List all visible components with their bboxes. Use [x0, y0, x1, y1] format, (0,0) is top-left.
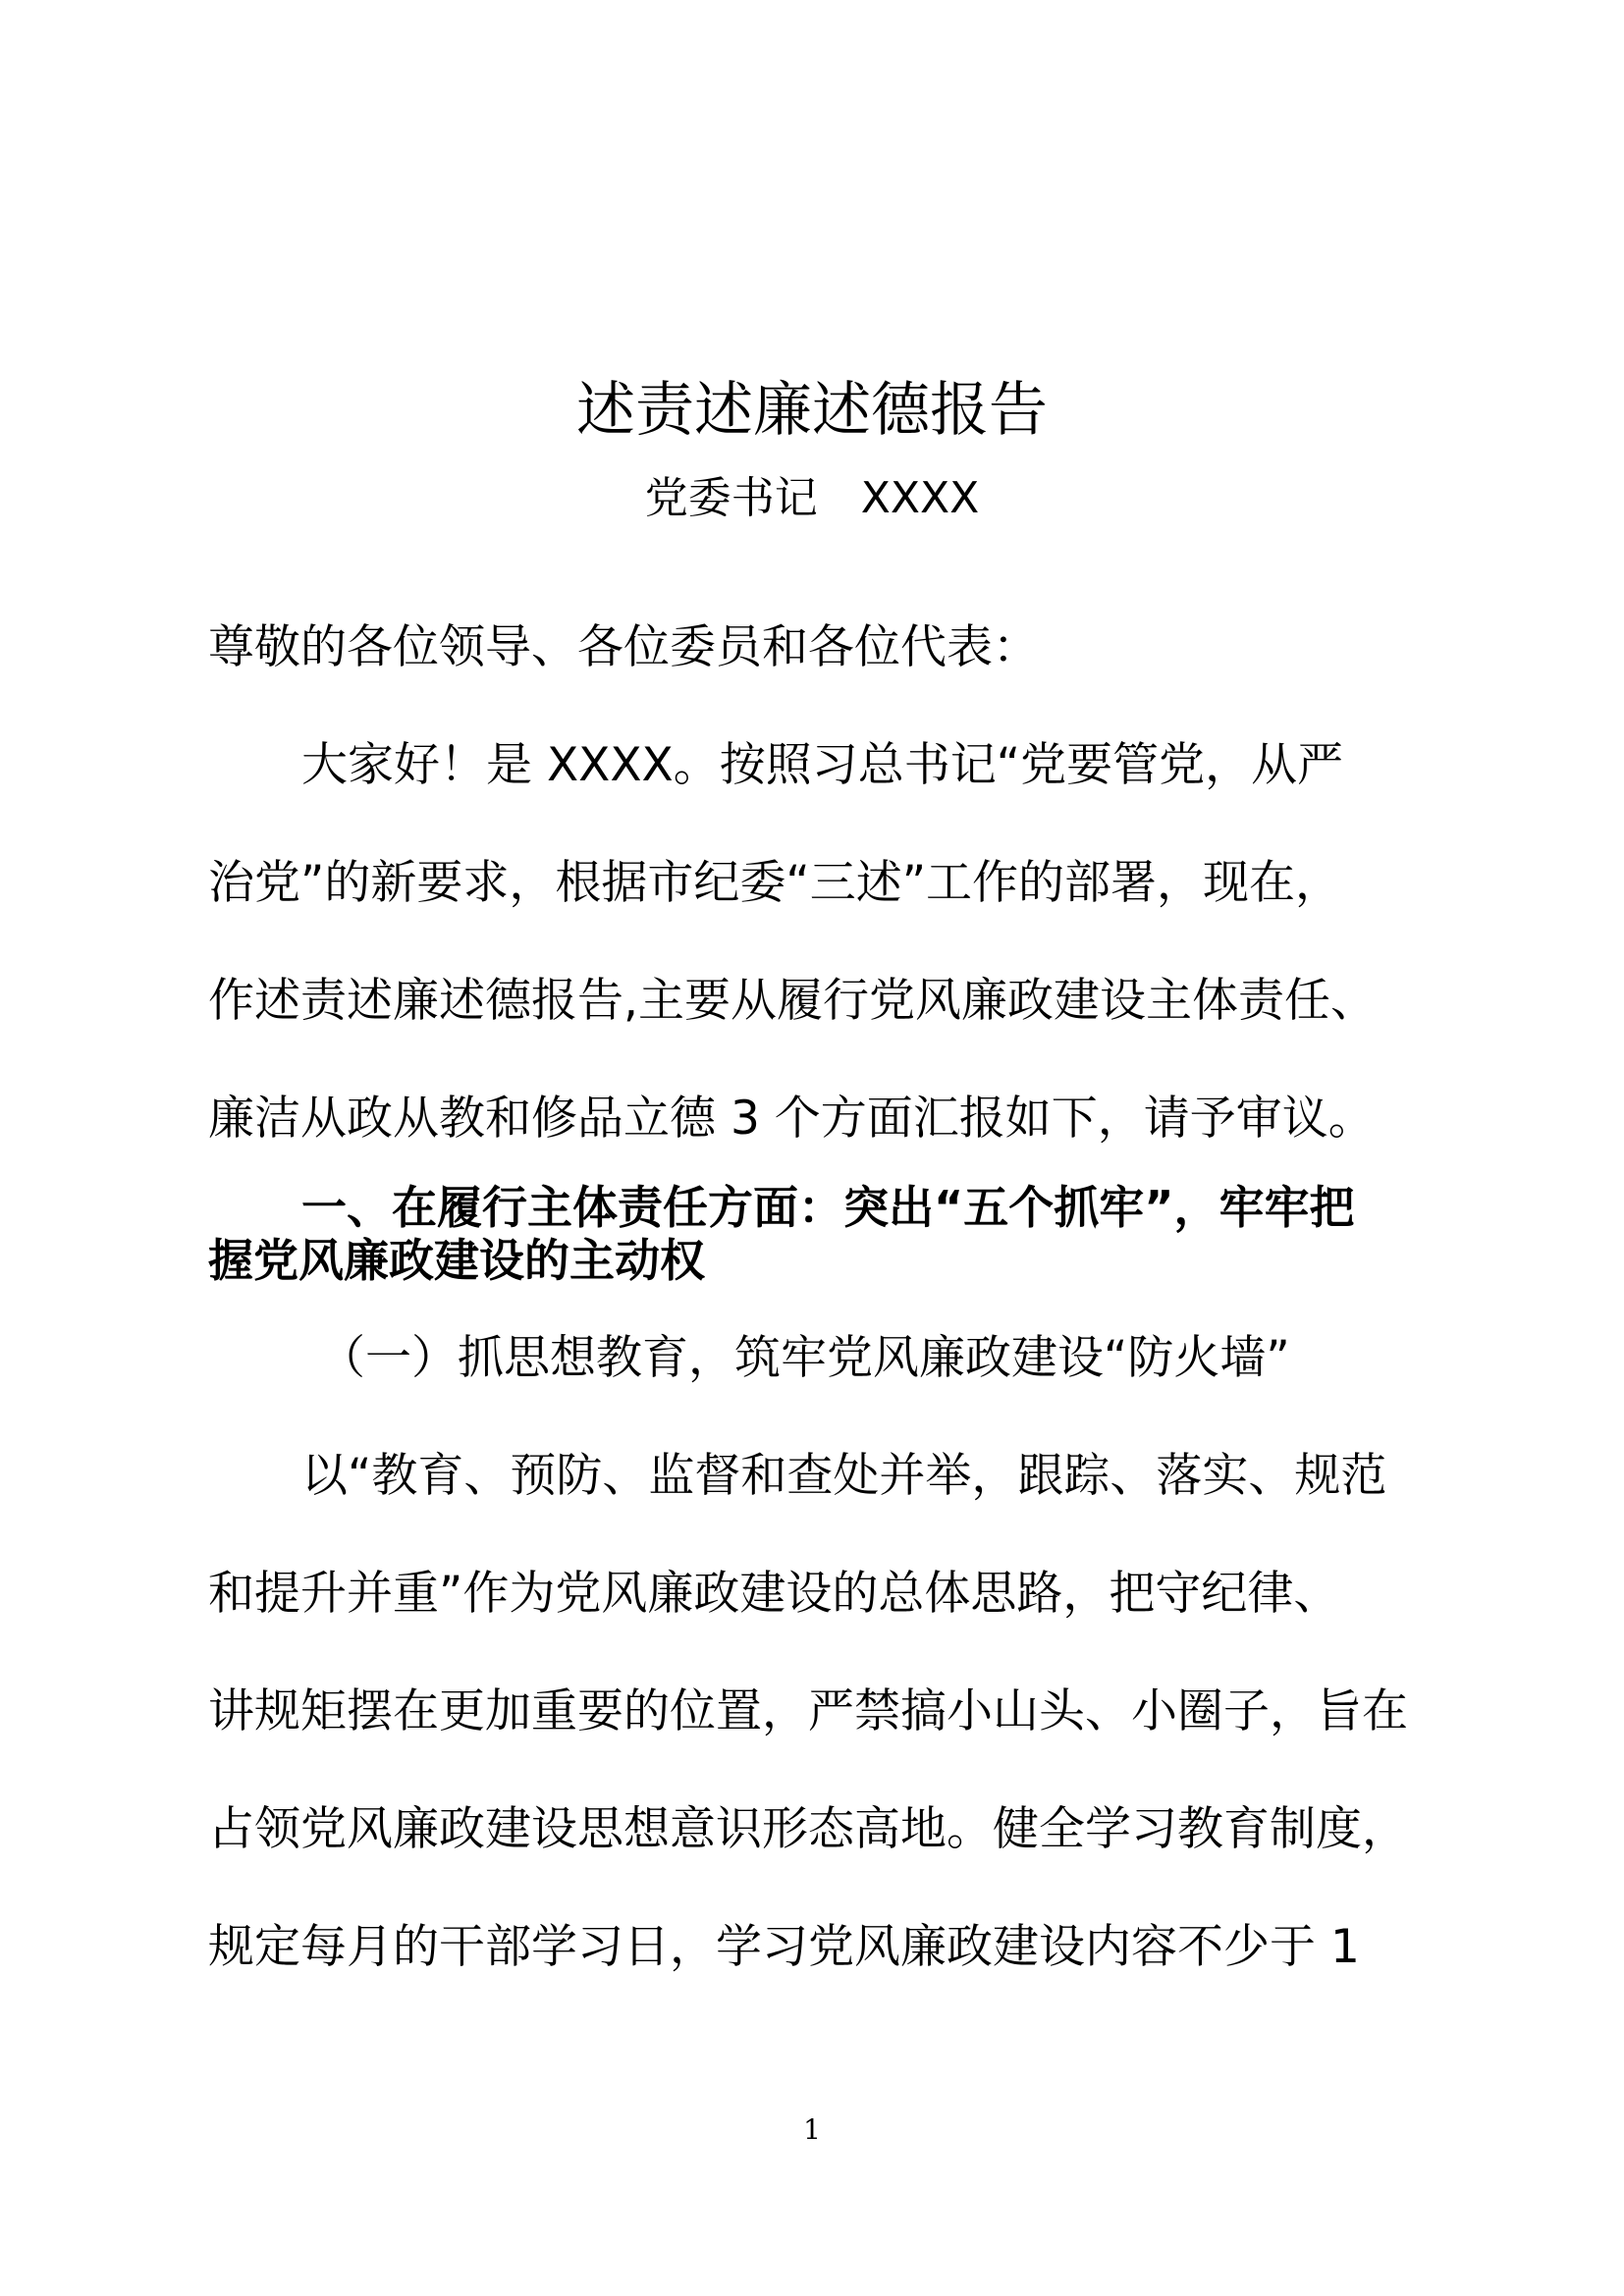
body-line-1: 以“教育、预防、监督和查处并举，跟踪、落实、规范 [301, 1449, 1387, 1503]
intro-line-2: 治党”的新要求，根据市纪委“三述”工作的部署，现在， [208, 856, 1342, 910]
body-line-4: 占领党风廉政建设思想意识形态高地。健全学习教育制度， [208, 1802, 1408, 1856]
section-heading-line-1: 一、在履行主体责任方面：突出“五个抓牢”，牢牢把 [301, 1181, 1355, 1234]
body-line-5: 规定每月的干部学习日，学习党风廉政建设内容不少于 1 [208, 1920, 1360, 1974]
report-title: 述责述廉述德报告 [576, 376, 1048, 445]
salutation: 尊敬的各位领导、各位委员和各位代表： [208, 620, 1039, 674]
body-line-2: 和提升并重”作为党风廉政建设的总体思路，把守纪律、 [208, 1567, 1340, 1621]
intro-line-4: 廉洁从政从教和修品立德 3 个方面汇报如下，请予审议。 [208, 1092, 1375, 1146]
page-number: 1 [803, 2113, 821, 2146]
author-line: 党委书记 XXXX [644, 473, 980, 523]
intro-line-3: 作述责述廉述德报告,主要从履行党风廉政建设主体责任、 [208, 974, 1377, 1028]
subsection-heading: （一）抓思想教育，筑牢党风廉政建设“防火墙” [319, 1331, 1290, 1385]
intro-line-1: 大家好！是 XXXX。按照习总书记“党要管党，从严 [301, 738, 1344, 792]
section-heading-line-2: 握党风廉政建设的主动权 [208, 1234, 705, 1287]
body-line-3: 讲规矩摆在更加重要的位置，严禁搞小山头、小圈子，旨在 [208, 1684, 1408, 1738]
